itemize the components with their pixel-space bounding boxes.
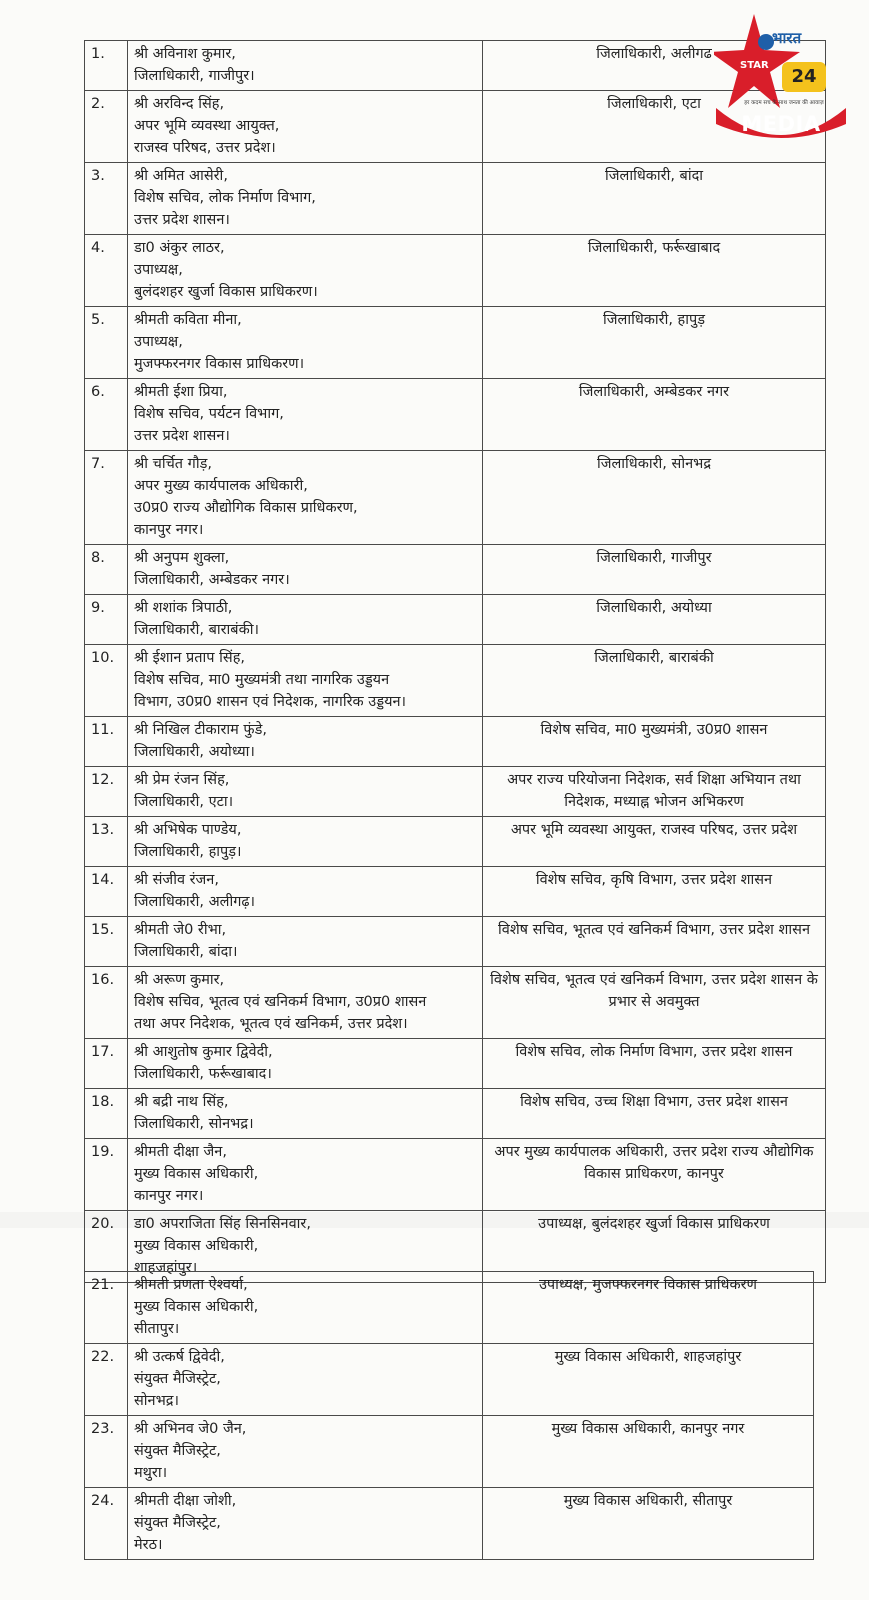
new-post-cell: विशेष सचिव, भूतत्व एवं खनिकर्म विभाग, उत्तर प्रदेश शासन के प्रभार से अवमुक्त (483, 967, 826, 1039)
table-row (85, 967, 826, 1039)
table-row (85, 717, 826, 767)
serial-number-cell: 19. (85, 1139, 128, 1211)
new-post-cell: अपर भूमि व्यवस्था आयुक्त, राजस्व परिषद, उत्तर प्रदेश (483, 817, 826, 867)
serial-number-cell: 9. (85, 595, 128, 645)
serial-number-cell: 24. (85, 1488, 128, 1560)
serial-number-cell: 13. (85, 817, 128, 867)
new-post-cell: अपर राज्य परियोजना निदेशक, सर्व शिक्षा अभियान तथा निदेशक, मध्याह्न भोजन अभिकरण (483, 767, 826, 817)
new-post-cell: जिलाधिकारी, बांदा (483, 163, 826, 235)
serial-number-cell: 5. (85, 307, 128, 379)
table-row (85, 917, 826, 967)
serial-number-cell: 12. (85, 767, 128, 817)
new-post-cell: जिलाधिकारी, हापुड़ (483, 307, 826, 379)
logo-media-text: MEDIA (741, 112, 821, 136)
new-post-cell: मुख्य विकास अधिकारी, शाहजहांपुर (483, 1344, 814, 1416)
current-post-cell: श्री अरविन्द सिंह, अपर भूमि व्यवस्था आयुक्त, राजस्व परिषद, उत्तर प्रदेश। (128, 91, 483, 163)
current-post-cell: श्री अमित आसेरी, विशेष सचिव, लोक निर्माण विभाग, उत्तर प्रदेश शासन। (128, 163, 483, 235)
new-post-cell: उपाध्यक्ष, बुलंदशहर खुर्जा विकास प्राधिकरण (483, 1211, 826, 1283)
table-row (85, 1488, 814, 1560)
logo-star-text: STAR (740, 60, 769, 71)
table-row (85, 1272, 814, 1344)
serial-number-cell: 17. (85, 1039, 128, 1089)
channel-logo (714, 12, 848, 142)
new-post-cell: मुख्य विकास अधिकारी, कानपुर नगर (483, 1416, 814, 1488)
current-post-cell: डा0 अंकुर लाठर, उपाध्यक्ष, बुलंदशहर खुर्जा विकास प्राधिकरण। (128, 235, 483, 307)
new-post-cell: विशेष सचिव, कृषि विभाग, उत्तर प्रदेश शासन (483, 867, 826, 917)
table-row (85, 1039, 826, 1089)
new-post-cell: अपर मुख्य कार्यपालक अधिकारी, उत्तर प्रदेश राज्य औद्योगिक विकास प्राधिकरण, कानपुर (483, 1139, 826, 1211)
current-post-cell: श्री ईशान प्रताप सिंह, विशेष सचिव, मा0 मुख्यमंत्री तथा नागरिक उड्डयन विभाग, उ0प्र0 शासन एवं निदेशक, नागरिक उड्डयन। (128, 645, 483, 717)
table-row (85, 1344, 814, 1416)
logo-bharat-text: भारत (772, 29, 802, 47)
current-post-cell: श्रीमती जे0 रीभा, जिलाधिकारी, बांदा। (128, 917, 483, 967)
new-post-cell: जिलाधिकारी, अम्बेडकर नगर (483, 379, 826, 451)
current-post-cell: श्री अनुपम शुक्ला, जिलाधिकारी, अम्बेडकर नगर। (128, 545, 483, 595)
logo-number: 24 (782, 62, 826, 92)
current-post-cell: श्री प्रेम रंजन सिंह, जिलाधिकारी, एटा। (128, 767, 483, 817)
serial-number-cell: 11. (85, 717, 128, 767)
serial-number-cell: 20. (85, 1211, 128, 1283)
serial-number-cell: 1. (85, 41, 128, 91)
new-post-cell: जिलाधिकारी, फर्रूखाबाद (483, 235, 826, 307)
new-post-cell: जिलाधिकारी, गाजीपुर (483, 545, 826, 595)
serial-number-cell: 8. (85, 545, 128, 595)
table-row (85, 767, 826, 817)
logo-tagline: हर कदम सच के साथ जनता की आवाज़ (744, 100, 824, 106)
serial-number-cell: 7. (85, 451, 128, 545)
new-post-cell: जिलाधिकारी, बाराबंकी (483, 645, 826, 717)
serial-number-cell: 14. (85, 867, 128, 917)
serial-number-cell: 15. (85, 917, 128, 967)
new-post-cell: विशेष सचिव, लोक निर्माण विभाग, उत्तर प्रदेश शासन (483, 1039, 826, 1089)
serial-number-cell: 2. (85, 91, 128, 163)
current-post-cell: श्रीमती दीक्षा जोशी, संयुक्त मैजिस्ट्रेट, मेरठ। (128, 1488, 483, 1560)
serial-number-cell: 10. (85, 645, 128, 717)
table-row (85, 1416, 814, 1488)
current-post-cell: श्री अभिनव जे0 जैन, संयुक्त मैजिस्ट्रेट, मथुरा। (128, 1416, 483, 1488)
serial-number-cell: 16. (85, 967, 128, 1039)
table-row (85, 817, 826, 867)
serial-number-cell: 18. (85, 1089, 128, 1139)
current-post-cell: श्रीमती प्रणता ऐश्वर्या, मुख्य विकास अधिकारी, सीतापुर। (128, 1272, 483, 1344)
serial-number-cell: 4. (85, 235, 128, 307)
transfer-table-page-1 (84, 40, 826, 1283)
new-post-cell: जिलाधिकारी, सोनभद्र (483, 451, 826, 545)
current-post-cell: श्री अरूण कुमार, विशेष सचिव, भूतत्व एवं खनिकर्म विभाग, उ0प्र0 शासन तथा अपर निदेशक, भूतत्व एवं खनिकर्म, उत्तर प्रदेश। (128, 967, 483, 1039)
table-row (85, 1089, 826, 1139)
new-post-cell: जिलाधिकारी, एटा (483, 91, 826, 163)
current-post-cell: श्रीमती ईशा प्रिया, विशेष सचिव, पर्यटन विभाग, उत्तर प्रदेश शासन। (128, 379, 483, 451)
transfer-table-page-2 (84, 1271, 814, 1560)
current-post-cell: श्री बद्री नाथ सिंह, जिलाधिकारी, सोनभद्र। (128, 1089, 483, 1139)
current-post-cell: श्री चर्चित गौड़, अपर मुख्य कार्यपालक अधिकारी, उ0प्र0 राज्य औद्योगिक विकास प्राधिकरण, कानपुर नगर। (128, 451, 483, 545)
new-post-cell: जिलाधिकारी, अयोध्या (483, 595, 826, 645)
current-post-cell: श्री अभिषेक पाण्डेय, जिलाधिकारी, हापुड़। (128, 817, 483, 867)
new-post-cell: जिलाधिकारी, अलीगढ (483, 41, 826, 91)
table-row (85, 163, 826, 235)
current-post-cell: श्री शशांक त्रिपाठी, जिलाधिकारी, बाराबंकी। (128, 595, 483, 645)
table-row (85, 451, 826, 545)
table-row (85, 307, 826, 379)
table-row (85, 545, 826, 595)
table-row (85, 379, 826, 451)
table-row (85, 235, 826, 307)
current-post-cell: श्री आशुतोष कुमार द्विवेदी, जिलाधिकारी, फर्रूखाबाद। (128, 1039, 483, 1089)
new-post-cell: विशेष सचिव, मा0 मुख्यमंत्री, उ0प्र0 शासन (483, 717, 826, 767)
current-post-cell: श्रीमती दीक्षा जैन, मुख्य विकास अधिकारी, कानपुर नगर। (128, 1139, 483, 1211)
serial-number-cell: 22. (85, 1344, 128, 1416)
current-post-cell: श्री निखिल टीकाराम फुंडे, जिलाधिकारी, अयोध्या। (128, 717, 483, 767)
current-post-cell: श्री अविनाश कुमार, जिलाधिकारी, गाजीपुर। (128, 41, 483, 91)
serial-number-cell: 23. (85, 1416, 128, 1488)
serial-number-cell: 6. (85, 379, 128, 451)
new-post-cell: उपाध्यक्ष, मुजफ्फरनगर विकास प्राधिकरण (483, 1272, 814, 1344)
serial-number-cell: 3. (85, 163, 128, 235)
table-row (85, 645, 826, 717)
current-post-cell: श्री संजीव रंजन, जिलाधिकारी, अलीगढ़। (128, 867, 483, 917)
new-post-cell: विशेष सचिव, उच्च शिक्षा विभाग, उत्तर प्रदेश शासन (483, 1089, 826, 1139)
current-post-cell: श्रीमती कविता मीना, उपाध्यक्ष, मुजफ्फरनगर विकास प्राधिकरण। (128, 307, 483, 379)
table-row (85, 867, 826, 917)
new-post-cell: विशेष सचिव, भूतत्व एवं खनिकर्म विभाग, उत्तर प्रदेश शासन (483, 917, 826, 967)
current-post-cell: श्री उत्कर्ष द्विवेदी, संयुक्त मैजिस्ट्रेट, सोनभद्र। (128, 1344, 483, 1416)
table-row (85, 1139, 826, 1211)
current-post-cell: डा0 अपराजिता सिंह सिनसिनवार, मुख्य विकास अधिकारी, शाहजहांपुर। (128, 1211, 483, 1283)
new-post-cell: मुख्य विकास अधिकारी, सीतापुर (483, 1488, 814, 1560)
table-row (85, 595, 826, 645)
serial-number-cell: 21. (85, 1272, 128, 1344)
